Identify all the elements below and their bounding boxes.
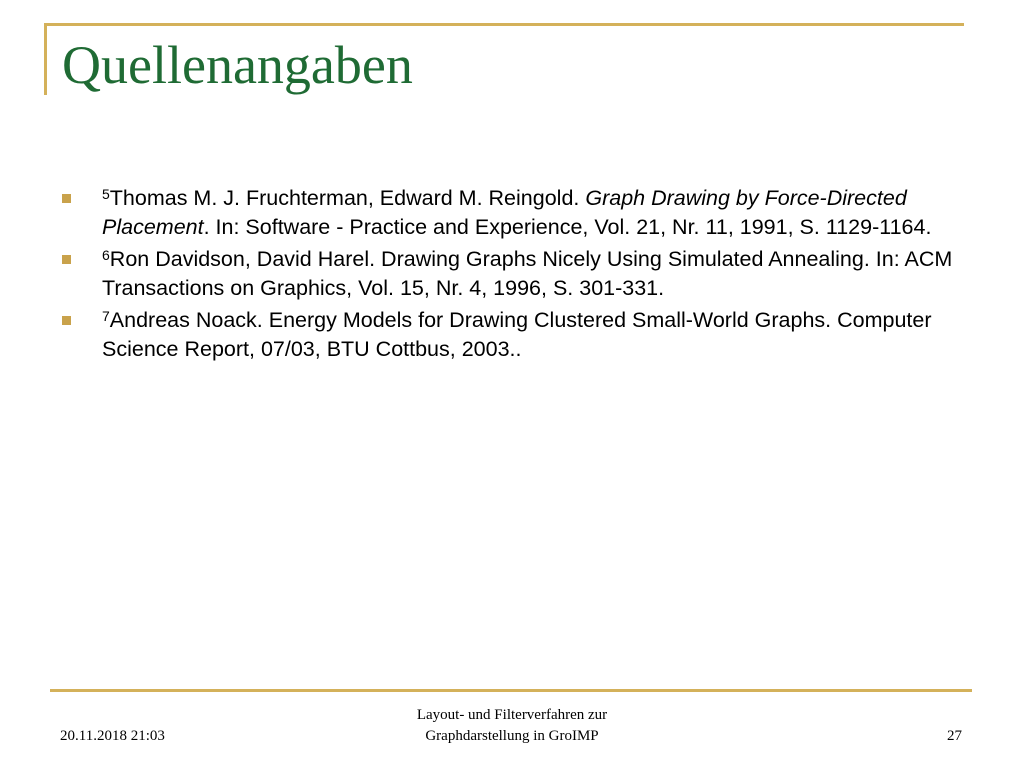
reference-text: Thomas M. J. Fruchterman, Edward M. Reingold. <box>109 186 586 210</box>
reference-item <box>62 306 962 364</box>
page-number: 27 <box>947 728 962 744</box>
reference-text-after: . In: Software - Practice and Experience, Vol. 21, Nr. 11, 1991, S. 1129-1164. <box>203 215 932 239</box>
footer-date: 20.11.2018 21:03 <box>60 728 165 744</box>
reference-text: Andreas Noack. Energy Models for Drawing Clustered Small-World Graphs. Computer Science Report, 07/03, BTU Cottbus, 2003.. <box>102 308 932 361</box>
reference-item <box>62 184 962 242</box>
frame-top-line <box>44 23 964 26</box>
square-bullet-icon <box>62 316 71 325</box>
footer-title <box>362 705 662 747</box>
reference-item <box>62 245 962 303</box>
frame-left-line <box>44 23 47 95</box>
footer-title-line-1: Layout- und Filterverfahren zur <box>416 707 608 723</box>
reference-marker: 6 <box>102 247 110 263</box>
reference-marker: 5 <box>102 186 110 202</box>
square-bullet-icon <box>62 255 71 264</box>
reference-marker: 7 <box>102 308 110 324</box>
footer-title-line-2: Graphdarstellung in GroIMP <box>425 728 599 744</box>
slide-title: Quellenangaben <box>62 35 413 95</box>
reference-title-italic: Graph Drawing by Force-Directed Placement <box>102 186 907 239</box>
footer-divider <box>50 689 972 692</box>
reference-text: Ron Davidson, David Harel. Drawing Graphs Nicely Using Simulated Annealing. In: ACM Transactions on Graphics, Vol. 15, Nr. 4, 1996, S. 301-331. <box>102 247 953 300</box>
square-bullet-icon <box>62 194 71 203</box>
reference-list <box>62 184 962 367</box>
